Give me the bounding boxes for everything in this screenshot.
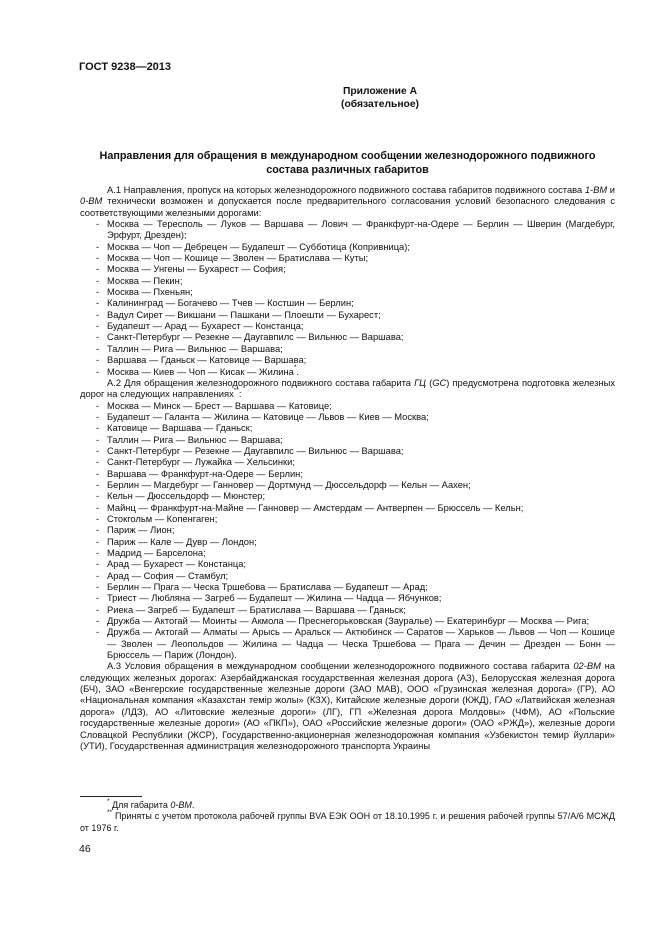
a1-route-list <box>80 219 615 366</box>
route-text: Катовице — Варшава — Гданьск; <box>107 423 253 434</box>
footnote-1: * Для габарита 0-ВМ. <box>107 798 195 810</box>
route-text: Москва — Тересполь — Луков — Варшава — Лович — Франкфурт-на-Одере — Берлин — Шверин (Магдебург, Эрфурт, Дрезден); <box>107 219 615 241</box>
route-text: Москва — Унгены — Бухарест — София; <box>107 264 286 275</box>
route-text: Берлин — Магдебург — Ганновер — Дортмунд — Дюссельдорф — Кельн — Аахен; <box>107 479 471 490</box>
footnotes <box>80 800 615 834</box>
standard-number: ГОСТ 9238—2013 <box>79 61 172 73</box>
appendix-heading <box>300 85 460 111</box>
list-item: - Мадрид — Барселона; <box>96 548 206 558</box>
list-item: - Вадул Сирет — Викшани — Пашкани — Плоешти — Бухарест; <box>96 309 381 320</box>
list-item: - Москва — Минск — Брест — Варшава — Катовице; <box>96 400 332 411</box>
route-text: Париж — Кале — Дувр — Лондон; <box>107 536 257 547</box>
list-item: - Париж — Лион; <box>96 525 175 536</box>
route-text: Санкт-Петербург — Резекне — Даугавпилс — Вильнюс — Варшава; <box>107 445 404 456</box>
list-item: - Москва — Тересполь — Луков — Варшава — Лович — Франкфурт-на-Одере — Берлин — Шверин (Магдебург, Эрфурт, Дрезден); <box>96 219 615 241</box>
footnote-separator <box>80 796 142 797</box>
list-item: - Калининград — Богачево — Тчев — Костшин — Берлин; <box>96 298 354 309</box>
route-text: Париж — Лион; <box>107 525 175 536</box>
route-text: Таллин — Рига — Вильнюс — Варшава; <box>107 434 283 445</box>
list-item: - Санкт-Петербург — Резекне — Даугавпилс — Вильнюс — Варшава; <box>96 332 404 343</box>
route-text: Мадрид — Барселона; <box>107 548 206 558</box>
route-text: Арад — Бухарест — Констанца; <box>107 559 247 570</box>
a1-text-post: технически возможен и допускается после предварительного согласования условий безопасного следования с соответствующими железными дорогами: <box>80 196 615 218</box>
route-text: Санкт-Петербург — Лужайка — Хельсинки; <box>107 457 295 468</box>
list-item: - Арад — София — Стамбул; <box>96 570 229 581</box>
route-text: Варшава — Франкфурт-на-Одере — Берлин; <box>107 468 303 479</box>
route-text: Санкт-Петербург — Резекне — Даугавпилс — Вильнюс — Варшава; <box>107 332 404 343</box>
list-item: - Триест — Любляна — Загреб — Будапешт — Жилина — Чадца — Ябчунков; <box>96 593 442 604</box>
list-item: - Москва — Унгены — Бухарест — София; <box>96 264 286 275</box>
list-item: - Москва — Чоп — Дебрецен — Будапешт — Субботица (Копривница); <box>96 241 410 252</box>
list-item: - Будапешт — Арад — Бухарест — Констанца; <box>96 321 304 332</box>
list-item: - Таллин — Рига — Вильнюс — Варшава; <box>96 343 283 354</box>
route-text: Риека — Загреб — Будапешт — Братислава — Варшава — Гданьск; <box>107 604 406 615</box>
document-body <box>80 185 615 752</box>
list-item: - Риека — Загреб — Будапешт — Братислава — Варшава — Гданьск; <box>96 604 406 615</box>
section-title: Направления для обращения в международном сообщении железнодорожного подвижного состава различных габаритов <box>99 150 596 176</box>
list-item: - Таллин — Рига — Вильнюс — Варшава; <box>96 434 283 445</box>
route-text: Москва — Чоп — Кошице — Зволен — Братислава — Куты; <box>107 253 369 264</box>
list-item: - Будапешт — Галанта — Жилина — Катовице — Львов — Киев — Москва; <box>96 411 429 422</box>
route-text: Берлин — Прага — Ческа Тршебова — Братислава — Будапешт — Арад; <box>107 582 428 593</box>
list-item: - Париж — Кале — Дувр — Лондон; <box>96 536 257 547</box>
route-text: Калининград — Богачево — Тчев — Костшин — Берлин; <box>107 298 354 309</box>
gauge-gc-cyr: ГЦ <box>414 377 426 388</box>
appendix-status: (обязательное) <box>341 99 419 110</box>
route-text: Триест — Любляна — Загреб — Будапешт — Жилина — Чадца — Ябчунков; <box>107 593 442 604</box>
list-item: - Стокгольм — Копенгаген; <box>96 513 218 524</box>
route-text: Вадул Сирет — Викшани — Пашкани — Плоешти — Бухарест; <box>107 309 381 320</box>
a1-text-pre: А.1 Направления, пропуск на которых железнодорожного подвижного состава габаритов подвижного состава <box>107 185 585 195</box>
list-item: - Арад — Бухарест — Констанца; <box>96 559 247 570</box>
list-item: - Москва — Киев — Чоп — Кисак — Жилина*. <box>96 364 299 377</box>
route-text: Будапешт — Галанта — Жилина — Катовице — Львов — Киев — Москва; <box>107 411 429 422</box>
paragraph-a3: А.3 Условия обращения в международном сообщении железнодорожного подвижного состава габарита 02-ВМ на следующих железных дорогах: Азербайджанская государственная железная дорога (АЗ), Белорусская железная дорога (БЧ), ЗАО «Венгерские государственные железные дороги (ЗАО МАВ), ООО «Грузинская железная дорога» (ГР), АО «Национальная компания «Казахстан темір жолы» (КЗХ), Китайские железные дороги (КЖД), ГАО «Латвийская железная дорога» (ЛДЗ), АО «Литовские железные дороги» (ЛГ), ГП «Железная дорога Молдовы» (ЧФМ), АО «Польские государственные железные дороги» (АО «ПКП»), ОАО «Российские железные дороги» (ОАО «РЖД»), железные дороги Словацкой Республики (ЖСР), Государственно-акционерная железнодорожная компания «Узбекистон темир йуллари» (УТИ), Государственная администрация железнодорожного транспорта Украины <box>80 661 615 751</box>
list-item: - Варшава — Франкфурт-на-Одере — Берлин; <box>96 468 303 479</box>
gauge-0vm: 0-ВМ <box>80 196 103 207</box>
appendix-title: Приложение А <box>342 86 418 97</box>
list-item: - Берлин — Прага — Ческа Тршебова — Братислава — Будапешт — Арад; <box>96 582 428 593</box>
route-text: Москва — Пхеньян; <box>107 287 193 298</box>
list-item: - Москва — Пхеньян; <box>96 287 193 298</box>
route-text: Москва — Чоп — Дебрецен — Будапешт — Субботица (Копривница); <box>107 241 410 252</box>
list-item: - Дружба — Актогай — Алматы — Арысь — Аральск — Актюбинск — Саратов — Харьков — Львов — Чоп — Кошице — Зволен — Леопольдов — Жилина — Чадца — Ческа Тршебова — Прага — Дечин — Дрезден — Бонн — Брюссель — Париж (Лондон). <box>96 627 615 661</box>
gauge-gc: GC <box>432 377 447 388</box>
route-text: Москва — Пекин; <box>107 275 183 286</box>
route-text: Дружба — Актогай — Моинты — Акмола — Преснегорьковская (Зауралье) — Екатеринбург — Москва — Рига; <box>107 616 590 627</box>
route-text: Стокгольм — Копенгаген; <box>107 513 218 524</box>
route-text: Будапешт — Арад — Бухарест — Констанца; <box>107 321 304 332</box>
route-text: Варшава — Гданьск — Катовице — Варшава; <box>107 355 307 366</box>
list-item: - Санкт-Петербург — Лужайка — Хельсинки; <box>96 457 295 468</box>
a1-text-mid: и <box>607 185 615 195</box>
list-item: - Катовице — Варшава — Гданьск; <box>96 423 253 434</box>
list-item: - Санкт-Петербург — Резекне — Даугавпилс — Вильнюс — Варшава; <box>96 445 404 456</box>
list-item: - Москва — Пекин; <box>96 275 183 286</box>
route-text: Дружба — Актогай — Алматы — Арысь — Аральск — Актюбинск — Саратов — Харьков — Львов — Чоп — Кошице — Зволен — Леопольдов — Жилина — Чадца — Ческа Тршебова — Прага — Дечин — Дрезден — Бонн — Брюссель — Париж (Лондон). <box>107 627 615 661</box>
route-text: Арад — София — Стамбул; <box>107 570 229 581</box>
route-text: Кельн — Дюссельдорф — Мюнстер; <box>107 491 266 502</box>
paragraph-a1 <box>80 185 615 219</box>
gauge-02vm: 02-ВМ <box>573 661 601 672</box>
list-item: - Майнц — Франкфурт-на-Майне — Ганновер — Амстердам — Антверпен — Брюссель — Кельн; <box>96 502 524 513</box>
paragraph-a2: А.2 Для обращения железнодорожного подвижного состава габарита ГЦ (GC) предусмотрена подготовка железных дорог на следующих направлениях**: <box>80 377 615 400</box>
list-item: - Дружба — Актогай — Моинты — Акмола — Преснегорьковская (Зауралье) — Екатеринбург — Москва — Рига; <box>96 616 590 627</box>
a2-route-list <box>80 401 615 662</box>
list-item: - Москва — Чоп — Кошице — Зволен — Братислава — Куты; <box>96 253 369 264</box>
route-text: Майнц — Франкфурт-на-Майне — Ганновер — Амстердам — Антверпен — Брюссель — Кельн; <box>107 502 524 513</box>
list-item: - Кельн — Дюссельдорф — Мюнстер; <box>96 491 266 502</box>
route-text: Москва — Минск — Брест — Варшава — Катовице; <box>107 400 332 411</box>
list-item: - Варшава — Гданьск — Катовице — Варшава; <box>96 355 307 366</box>
route-text: Таллин — Рига — Вильнюс — Варшава; <box>107 343 283 354</box>
footnote-2: ** Приняты с учетом протокола рабочей группы BVA ЕЭК ООН от 18.10.1995 г. и решения рабочей группы 57/А/6 МСЖД от 1976 г. <box>80 809 615 833</box>
page-number: 46 <box>79 843 91 855</box>
gauge-1vm: 1-ВМ <box>584 185 608 195</box>
list-item: - Берлин — Магдебург — Ганновер — Дортмунд — Дюссельдорф — Кельн — Аахен; <box>96 479 471 490</box>
